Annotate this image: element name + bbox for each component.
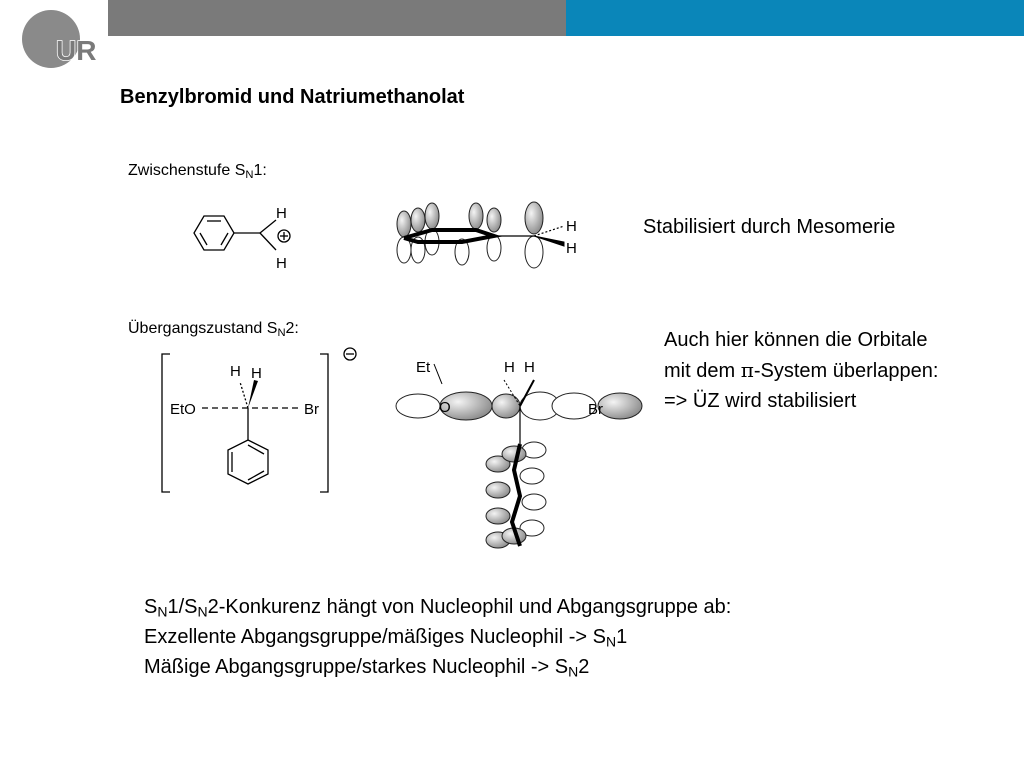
sn2-orbital-br: Br <box>588 401 603 418</box>
sn2-eto: EtO <box>170 401 196 418</box>
logo-text: UR <box>56 35 97 66</box>
sn2-orbital-diagram <box>394 350 654 556</box>
sn1-atom-h-bottom: H <box>276 255 287 272</box>
header-bar-gray <box>108 0 566 36</box>
sn2-note-line3: => ÜZ wird stabilisiert <box>664 390 857 412</box>
sn2-note-line1: Auch hier können die Orbitale <box>664 329 928 351</box>
sn2-h2: H <box>251 365 262 382</box>
sn1-atom-h-top: H <box>276 205 287 222</box>
sn2-orbital-et: Et <box>416 359 431 376</box>
benzyl-cation-structure <box>180 196 300 272</box>
sn2-label: Übergangszustand $S_N2$: <box>128 320 299 339</box>
sn2-note <box>664 325 938 416</box>
sn1-orbital-h1: H <box>566 218 577 235</box>
sn2-orbital-o: O <box>439 399 451 416</box>
sn1-orbital-diagram <box>388 196 588 276</box>
summary-line3: Mäßige Abgangsgruppe/starkes Nucleophil -> $S_N2$ <box>144 656 590 680</box>
sn2-orbital-h1: H <box>504 359 515 376</box>
sn2-transition-state-structure <box>158 340 368 500</box>
slide-title: Benzylbromid und Natriumethanolat <box>120 86 465 108</box>
summary-line1: $S_N1/S_N2$-Konkurenz hängt von Nucleophil und Abgangsgruppe ab: <box>144 596 732 620</box>
university-logo <box>20 8 104 72</box>
header-bar-blue <box>566 0 1024 36</box>
sn1-note: Stabilisiert durch Mesomerie <box>643 216 896 238</box>
sn2-h1: H <box>230 363 241 380</box>
summary-text <box>144 592 731 682</box>
sn1-orbital-h2: H <box>566 240 577 257</box>
sn2-orbital-h2: H <box>524 359 535 376</box>
summary-line2: Exzellente Abgangsgruppe/mäßiges Nucleophil -> $S_N1$ <box>144 626 628 650</box>
sn2-br: Br <box>304 401 319 418</box>
sn1-label: Zwischenstufe $S_N1$: <box>128 162 267 181</box>
sn2-note-line2: mit dem π-System überlappen: <box>664 358 939 382</box>
